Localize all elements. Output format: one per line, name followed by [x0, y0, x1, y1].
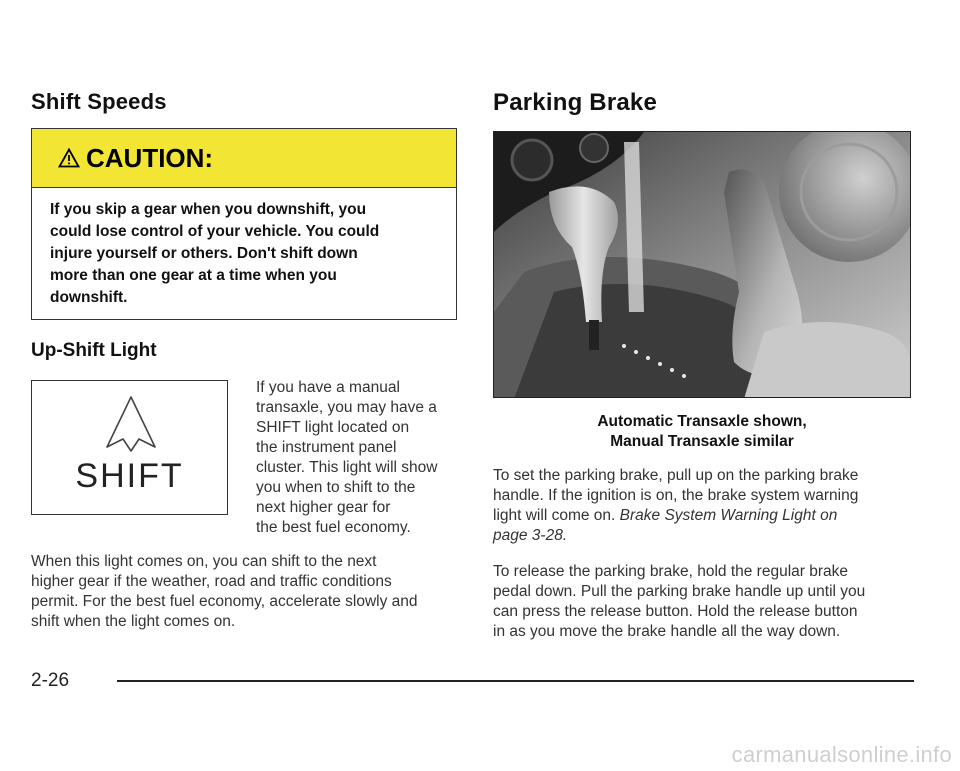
text-line: pedal down. Pull the parking brake handle up until you — [493, 583, 866, 600]
subsection-title-up-shift-light: Up-Shift Light — [31, 340, 157, 361]
photo-caption — [493, 412, 911, 452]
caution-label: CAUTION: — [86, 142, 214, 173]
text-line: To release the parking brake, hold the regular brake — [493, 563, 848, 580]
caution-text — [32, 188, 456, 309]
text-line: permit. For the best fuel economy, accelerate slowly and — [31, 593, 418, 610]
watermark-text: carmanualsonline.info — [731, 742, 952, 767]
cross-reference-link[interactable]: Brake System Warning Light on — [619, 507, 838, 524]
caution-line: If you skip a gear when you downshift, you — [50, 201, 367, 218]
text-line: in as you move the brake handle all the way down. — [493, 623, 841, 640]
text-line — [493, 506, 858, 526]
warning-triangle-icon — [58, 148, 80, 168]
section-title-parking-brake: Parking Brake — [493, 89, 658, 116]
console-photo-illustration — [494, 132, 911, 398]
text-line: handle. If the ignition is on, the brake system warning — [493, 487, 859, 504]
text-line: If you have a manual — [256, 379, 400, 396]
parking-brake-photo — [493, 131, 911, 398]
text-line: higher gear if the weather, road and traffic conditions — [31, 573, 392, 590]
caution-box — [31, 128, 457, 320]
up-shift-description — [256, 378, 437, 538]
caution-line: could lose control of your vehicle. You could — [50, 223, 380, 240]
text-line: can press the release button. Hold the release button — [493, 603, 858, 620]
caution-line: injure yourself or others. Don't shift down — [50, 245, 358, 262]
up-shift-paragraph — [31, 552, 418, 632]
text-line: the instrument panel — [256, 439, 397, 456]
caution-line: downshift. — [50, 289, 128, 306]
caution-header — [32, 129, 456, 188]
text-line: transaxle, you may have a — [256, 399, 437, 416]
parking-brake-paragraph-1 — [493, 466, 858, 546]
text-line: the best fuel economy. — [256, 519, 411, 536]
shift-label: SHIFT — [75, 457, 184, 495]
text-line: To set the parking brake, pull up on the parking brake — [493, 467, 859, 484]
shift-light-figure — [31, 380, 228, 515]
text-line: you when to shift to the — [256, 479, 416, 496]
text-segment: light will come on. — [493, 507, 620, 524]
caption-line: Manual Transaxle similar — [610, 433, 794, 450]
text-line: cluster. This light will show — [256, 459, 438, 476]
caution-line: more than one gear at a time when you — [50, 267, 337, 284]
text-line: shift when the light comes on. — [31, 613, 236, 630]
footer-divider — [117, 680, 914, 682]
page-number: 2-26 — [31, 670, 70, 691]
section-title-shift-speeds: Shift Speeds — [31, 89, 167, 114]
cross-reference-page[interactable]: page 3-28. — [493, 527, 568, 544]
text-line: When this light comes on, you can shift to the next — [31, 553, 377, 570]
text-line: next higher gear for — [256, 499, 391, 516]
shift-arrow-icon — [104, 395, 158, 455]
text-line: SHIFT light located on — [256, 419, 410, 436]
caption-line: Automatic Transaxle shown, — [597, 413, 807, 430]
parking-brake-paragraph-2 — [493, 562, 865, 642]
